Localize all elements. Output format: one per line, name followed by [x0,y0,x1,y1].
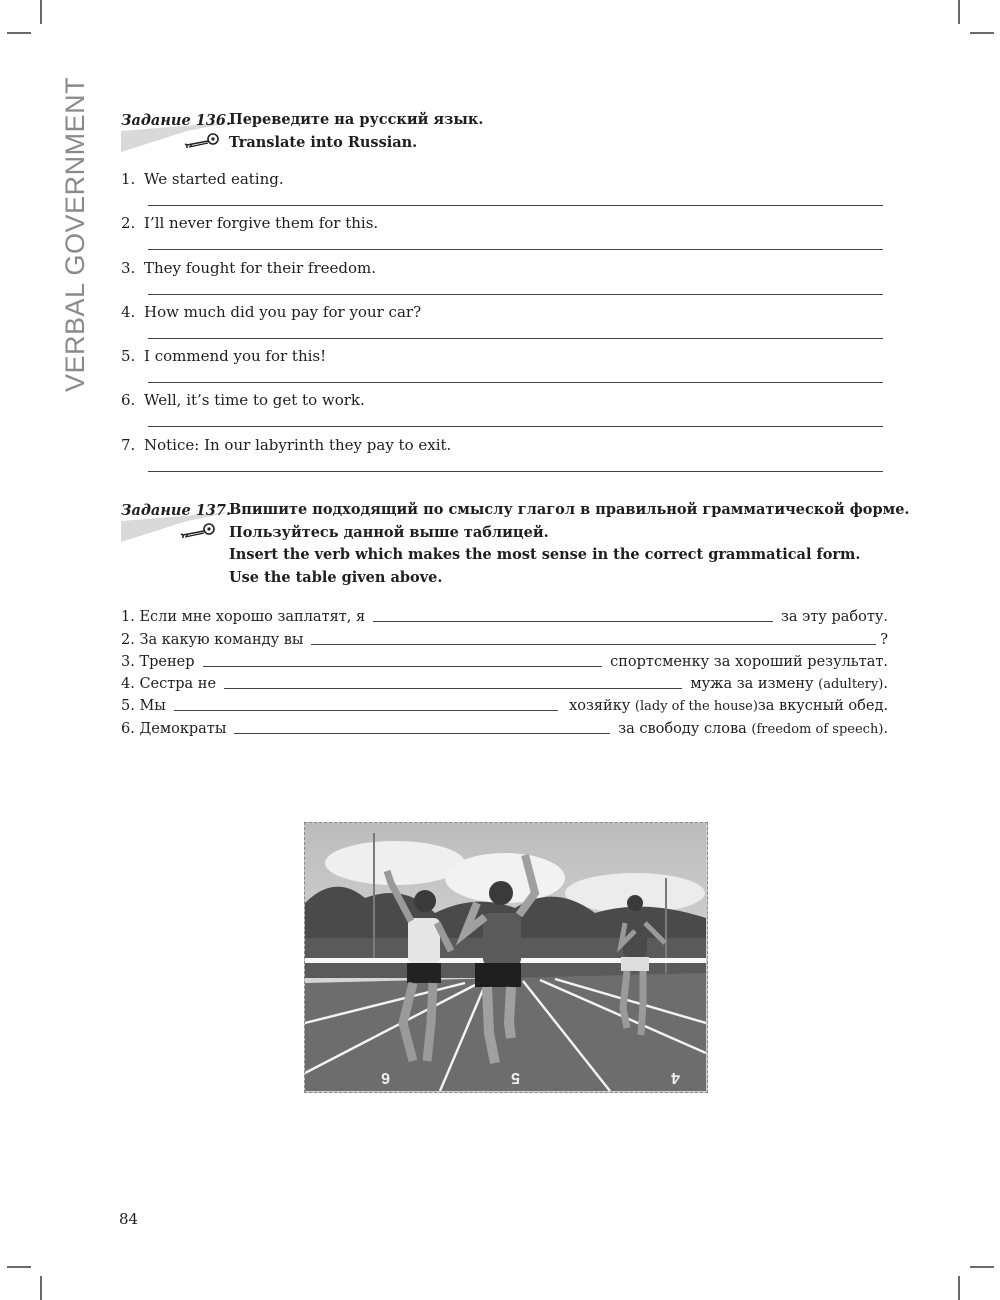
list-item [121,255,883,299]
fill-in-list [121,603,888,737]
item-text: I’ll never forgive them for this. [144,214,379,233]
translation-list [121,166,883,476]
list-item [121,387,883,431]
crop-mark [7,1266,31,1268]
answer-blank[interactable] [174,697,558,711]
answer-line[interactable] [148,294,883,295]
answer-line[interactable] [148,471,883,472]
answer-blank[interactable] [234,720,610,734]
sentence-start: 3. Тренер [121,653,195,670]
sentence-start: 4. Сестра не [121,676,217,693]
crop-mark [40,1276,42,1300]
list-item [121,343,883,387]
instruction-en: Translate into Russian. [229,133,418,151]
instruction-en: Insert the verb which makes the most sense in the correct grammatical form. [229,546,861,563]
instruction-ru: Впишите подходящий по смыслу глагол в правильной грамматической форме. [229,501,910,518]
sentence-end-punct: . [883,720,888,737]
sentence-end-punct: за вкусный обед. [757,698,888,715]
instruction-ru: Переведите на русский язык. [229,111,484,128]
list-item [121,210,883,254]
list-item [121,603,888,625]
crop-mark [40,0,42,24]
sentence-end: за свободу слова [618,720,747,737]
item-number: 3. [121,258,136,277]
answer-blank[interactable] [373,608,773,622]
item-number: 2. [121,214,136,233]
item-text: We started eating. [144,170,284,188]
list-item [121,648,888,670]
task-137-label: Задание 137. [121,502,232,519]
instruction-en: Use the table given above. [229,568,443,586]
item-text: How much did you pay for your car? [144,302,422,321]
list-item [121,432,883,476]
crop-mark [970,1266,994,1268]
sentence-note: (adultery) [818,677,884,693]
item-number: 1. [121,170,136,188]
answer-line[interactable] [148,249,883,250]
item-text: They fought for their freedom. [144,258,377,277]
list-item [121,670,888,692]
instruction-ru: Пользуйтесь данной выше таблицей. [229,523,549,541]
sentence-end: хозяйку [569,698,631,715]
answer-line[interactable] [148,205,883,206]
sentence-start: 6. Демократы [121,720,227,737]
sentence-start: 1. Если мне хорошо заплатят, я [121,609,366,626]
list-item [121,299,883,343]
sentence-end-punct: . [883,676,888,693]
answer-blank[interactable] [311,631,876,645]
runners-photo [304,822,708,1093]
key-icon [183,132,221,154]
crop-mark [970,32,994,34]
task-137-instructions [229,499,909,589]
page-number: 84 [119,1210,139,1228]
pole [373,833,375,963]
sentence-end: мужа за измену [690,676,814,693]
sentence-note: (freedom of speech) [751,721,884,737]
item-text: Notice: In our labyrinth they pay to exit. [144,435,452,454]
item-number: 4. [121,302,136,321]
key-icon [179,522,217,544]
task-136-instructions [229,109,483,154]
sentence-start: 2. За какую команду вы [121,631,304,648]
photo-illustration [305,823,706,1091]
sentence-note: (lady of the house) [634,699,758,715]
crop-mark [958,0,960,24]
lane-mark: 6 [381,1069,390,1086]
answer-line[interactable] [148,382,883,383]
item-number: 6. [121,391,136,410]
sentence-end: за эту работу. [781,609,888,626]
crop-mark [7,32,31,34]
crop-mark [958,1276,960,1300]
task-136-label: Задание 136. [121,112,232,129]
answer-line[interactable] [148,338,883,339]
item-text: I commend you for this! [144,347,327,366]
item-text: Well, it’s time to get to work. [144,391,365,410]
answer-line[interactable] [148,426,883,427]
answer-blank[interactable] [203,653,603,667]
lane-mark: 4 [671,1069,680,1086]
item-number: 7. [121,435,136,454]
list-item [121,166,883,210]
sentence-end: ? [880,631,888,648]
cloud [325,841,465,885]
sentence-start: 5. Мы [121,698,166,715]
list-item [121,625,888,647]
item-number: 5. [121,347,136,366]
lane-mark: 5 [511,1069,520,1086]
answer-blank[interactable] [224,675,682,689]
sentence-end: спортсменку за хороший результат. [610,653,888,670]
section-side-title: VERBAL GOVERNMENT [60,76,90,392]
list-item [121,692,888,714]
list-item [121,714,888,736]
